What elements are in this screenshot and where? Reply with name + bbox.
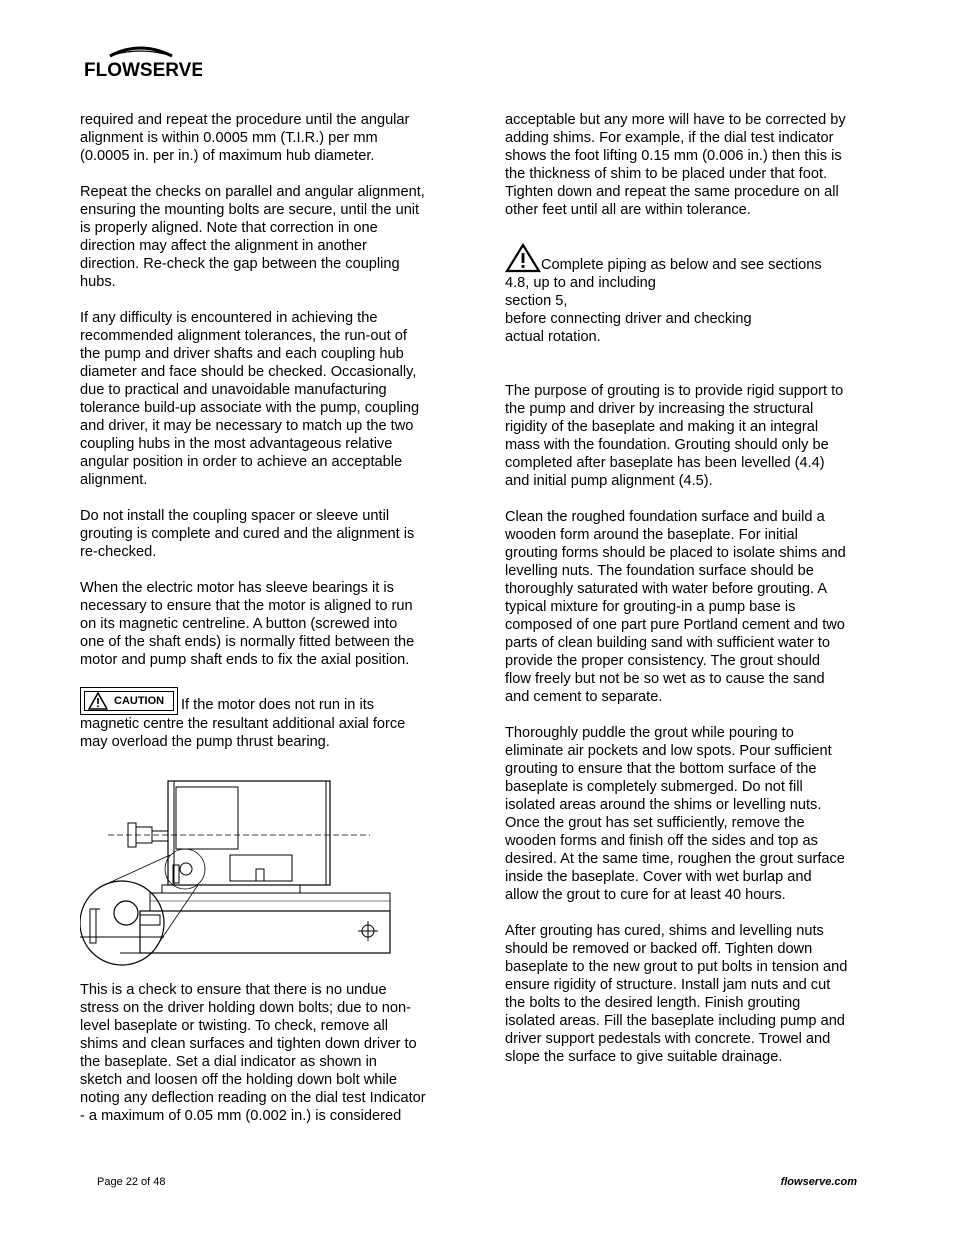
flowserve-logo [80,42,202,82]
paragraph: When the electric motor has sleeve bearings it is necessary to ensure that the motor is aligned to run on its magnetic centreline. A button (screwed into one of the shaft ends) is normally fitted between the motor and pump shaft ends to fix the axial position. [80,580,415,668]
warning-paragraph [505,243,877,346]
paragraph: Thoroughly puddle the grout while pouring to eliminate air pockets and low spots. Pour sufficient grouting to ensure that the bottom surface of the baseplate is completely submerged. Do not fill isolated areas around the shims or levelling nuts. Once the grout has set sufficiently, remove the wooden forms and finish off the sides and top as desired. At the same time, roughen the grout surface inside the baseplate. Cover with wet burlap and allow the grout to cure for at least 40 hours. [505,725,845,903]
paragraph: If any difficulty is encountered in achieving the recommended alignment tolerances, the run-out of the pump and driver shafts and each coupling hub diameter and face should be checked. Occasionally, due to practical and unavoidable manufacturing tolerance build-up associate with the pump, coupling and driver, it may be necessary to match up the two coupling hubs in the most advantageous relative angular position in order to achieve an acceptable alignment. [80,310,420,488]
paragraph: acceptable but any more will have to be corrected by adding shims. For example, if the dial test indicator shows the foot lifting 0.15 mm (0.006 in.) then this is the thickness of shim to be placed under that foot. Tighten down and repeat the same procedure on all other feet until all are within tolerance. [505,112,846,218]
left-column [80,111,452,1143]
paragraph: The purpose of grouting is to provide rigid support to the pump and driver by increasing the structural rigidity of the baseplate and making it an integral mass with the foundation. Grouting should only be completed after baseplate has been levelled (4.4) and initial pump alignment (4.5). [505,383,844,489]
caution-paragraph [80,687,452,751]
paragraph: required and repeat the procedure until the angular alignment is within 0.0005 mm (T.I.R.) per mm (0.0005 in. per in.) of maximum hub diameter. [80,112,410,164]
right-column [505,111,877,1084]
caution-label: CAUTION [114,695,165,707]
paragraph: After grouting has cured, shims and levelling nuts should be removed or backed off. Tighten down baseplate to the new grout to put bolts in tension and ensure rigidity of structure. Install jam nuts and cut the bolts to the desired length. Finish grouting isolated areas. Fill the baseplate including pump and driver support pedestals with concrete. Trowel and slope the surface to give suitable drainage. [505,923,848,1065]
page-number: Page 22 of 48 [97,1176,166,1188]
website-link[interactable]: flowserve.com [780,1176,857,1188]
paragraph: This is a check to ensure that there is no undue stress on the driver holding down bolts; due to non- level baseplate or twisting. To check, remove all shims and clean surfaces and tighten down driver to the baseplate. Set a dial indicator as shown in sketch and loosen off the holding down bolt while noting any deflection reading on the dial test Indicator - a maximum of 0.05 mm (0.002 in.) is considered [80,982,426,1124]
paragraph: Repeat the checks on parallel and angular alignment, ensuring the mounting bolts are secure, until the unit is properly aligned. Note that correction in one direction may affect the alignment in another direction. Re-check the gap between the coupling hubs. [80,184,425,290]
warning-triangle-icon [505,243,541,273]
caution-text: If the motor does not run in its magnetic centre the resultant additional axial force may overload the pump thrust bearing. [80,697,406,750]
warning-text: Complete piping as below and see sections 4.8, up to and including section 5, before connecting driver and checking actual rotation. [505,257,822,345]
caution-badge [80,687,178,715]
paragraph: Clean the roughed foundation surface and build a wooden form around the baseplate. For initial grouting forms should be placed to isolate shims and levelling nuts. The foundation surface should be thoroughly saturated with water before grouting. A typical mixture for grouting-in a pump base is composed of one part pure Portland cement and two parts of clean building sand with sufficient water to provide the proper consistency. The grout should flow freely but not be so wet as to cause the sand and cement to separate. [505,509,846,705]
warning-triangle-icon [88,692,108,710]
paragraph: Do not install the coupling spacer or sleeve until grouting is complete and cured and the alignment is re-checked. [80,508,415,560]
alignment-sketch [80,769,452,975]
logo-wordmark: FLOWSERVE [84,60,202,81]
